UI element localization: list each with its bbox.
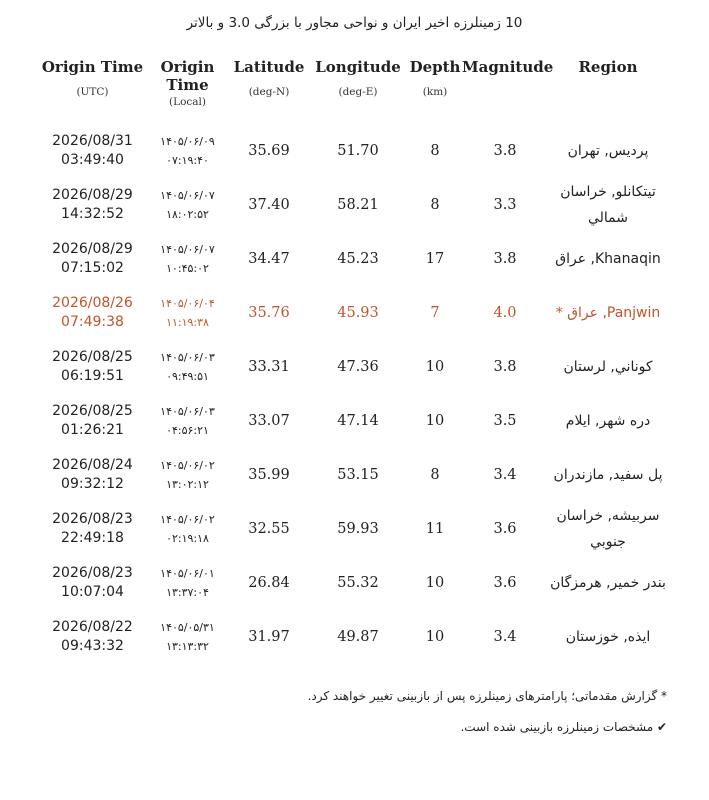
- longitude-cell: 45.93: [337, 305, 379, 321]
- longitude-cell: 51.70: [337, 143, 379, 159]
- utc-time-cell: 2026/08/23 22:49:18: [52, 511, 133, 546]
- magnitude-cell: 3.4: [493, 629, 517, 645]
- table-row: [40, 340, 668, 394]
- depth-cell: 8: [430, 143, 440, 159]
- footnotes: [308, 688, 667, 750]
- magnitude-cell: 3.6: [493, 575, 517, 591]
- depth-cell: 17: [425, 251, 445, 267]
- region-cell: Panjwin, عراق *: [555, 305, 661, 321]
- table-row: [40, 448, 668, 502]
- region-cell: كوناني, لرستان: [563, 359, 653, 375]
- table-row: [40, 502, 668, 556]
- region-cell: پل سفيد, مازندران: [553, 467, 663, 483]
- table-header-row: [40, 58, 668, 124]
- table-row: [40, 178, 668, 232]
- utc-time-cell: 2026/08/24 09:32:12: [52, 457, 133, 492]
- utc-time-cell: 2026/08/23 10:07:04: [52, 565, 133, 600]
- latitude-cell: 35.99: [248, 467, 290, 483]
- col-header-origin-local: Origin Time (Local): [160, 58, 215, 108]
- longitude-cell: 47.14: [337, 413, 379, 429]
- depth-cell: 8: [430, 197, 440, 213]
- depth-cell: 10: [425, 413, 445, 429]
- longitude-cell: 58.21: [337, 197, 379, 213]
- longitude-cell: 47.36: [337, 359, 379, 375]
- col-header-depth: Depth (km): [409, 58, 461, 98]
- longitude-cell: 53.15: [337, 467, 379, 483]
- local-time-cell: ۱۴۰۵/۰۶/۰۲ ۰۲:۱۹:۱۸: [160, 513, 215, 545]
- latitude-cell: 26.84: [248, 575, 290, 591]
- utc-time-cell: 2026/08/22 09:43:32: [52, 619, 133, 654]
- table-row: [40, 556, 668, 610]
- region-cell: پردیس, تهران: [567, 143, 649, 159]
- longitude-cell: 45.23: [337, 251, 379, 267]
- magnitude-cell: 3.8: [493, 143, 517, 159]
- local-time-cell: ۱۴۰۵/۰۶/۰۳ ۰۹:۴۹:۵۱: [160, 351, 215, 383]
- local-time-cell: ۱۴۰۵/۰۶/۰۲ ۱۳:۰۲:۱۲: [160, 459, 215, 491]
- latitude-cell: 35.69: [248, 143, 290, 159]
- table-row: [40, 232, 668, 286]
- utc-time-cell: 2026/08/26 07:49:38: [52, 295, 133, 330]
- region-cell: تيتكانلو, خراسان شمالي: [560, 184, 656, 226]
- col-header-magnitude: Magnitude: [462, 58, 554, 76]
- magnitude-cell: 3.8: [493, 251, 517, 267]
- local-time-cell: ۱۴۰۵/۰۶/۰۹ ۰۷:۱۹:۴۰: [160, 135, 215, 167]
- utc-time-cell: 2026/08/25 01:26:21: [52, 403, 133, 438]
- region-cell: سربيشه, خراسان جنوبي: [556, 508, 660, 550]
- magnitude-cell: 3.8: [493, 359, 517, 375]
- latitude-cell: 37.40: [248, 197, 290, 213]
- region-cell: ایذه, خوزستان: [565, 629, 651, 645]
- earthquake-table: [40, 58, 668, 664]
- magnitude-cell: 3.6: [493, 521, 517, 537]
- table-row: [40, 286, 668, 340]
- latitude-cell: 33.31: [248, 359, 290, 375]
- local-time-cell: ۱۴۰۵/۰۶/۰۱ ۱۳:۳۷:۰۴: [160, 567, 215, 599]
- table-row: [40, 394, 668, 448]
- page-title: 10 زمینلرزه اخیر ایران و نواحی مجاور با بزرگی 3.0 و بالاتر: [186, 15, 523, 31]
- magnitude-cell: 3.5: [493, 413, 517, 429]
- latitude-cell: 32.55: [248, 521, 290, 537]
- utc-time-cell: 2026/08/25 06:19:51: [52, 349, 133, 384]
- depth-cell: 8: [430, 467, 440, 483]
- latitude-cell: 31.97: [248, 629, 290, 645]
- local-time-cell: ۱۴۰۵/۰۶/۰۷ ۱۸:۰۲:۵۲: [160, 189, 215, 221]
- depth-cell: 10: [425, 575, 445, 591]
- col-header-longitude: Longitude (deg-E): [315, 58, 401, 98]
- depth-cell: 7: [430, 305, 440, 321]
- col-header-region: Region: [578, 58, 638, 76]
- preliminary-note: * گزارش مقدماتی؛ پارامترهای زمینلرزه پس از بازبینی تغییر خواهند کرد.: [307, 689, 667, 703]
- table-row: [40, 610, 668, 664]
- local-time-cell: ۱۴۰۵/۰۶/۰۷ ۱۰:۴۵:۰۲: [160, 243, 215, 275]
- region-cell: دره شهر, ایلام: [565, 413, 651, 429]
- local-time-cell: ۱۴۰۵/۰۵/۳۱ ۱۳:۱۳:۳۲: [160, 621, 215, 653]
- magnitude-cell: 3.4: [493, 467, 517, 483]
- utc-time-cell: 2026/08/29 14:32:52: [52, 187, 133, 222]
- magnitude-cell: 4.0: [493, 305, 517, 321]
- local-time-cell: ۱۴۰۵/۰۶/۰۴ ۱۱:۱۹:۳۸: [160, 297, 215, 329]
- depth-cell: 10: [425, 359, 445, 375]
- utc-time-cell: 2026/08/29 07:15:02: [52, 241, 133, 276]
- latitude-cell: 35.76: [248, 305, 290, 321]
- depth-cell: 11: [425, 521, 445, 537]
- region-cell: بندر خمير, هرمزگان: [550, 575, 666, 591]
- col-header-latitude: Latitude (deg-N): [233, 58, 305, 98]
- reviewed-note: ✔ مشخصات زمینلرزه بازبینی شده است.: [460, 720, 667, 734]
- longitude-cell: 49.87: [337, 629, 379, 645]
- magnitude-cell: 3.3: [493, 197, 517, 213]
- col-header-origin-utc: Origin Time (UTC): [41, 58, 144, 98]
- longitude-cell: 59.93: [337, 521, 379, 537]
- depth-cell: 10: [425, 629, 445, 645]
- latitude-cell: 33.07: [248, 413, 290, 429]
- table-row: [40, 124, 668, 178]
- longitude-cell: 55.32: [337, 575, 379, 591]
- latitude-cell: 34.47: [248, 251, 290, 267]
- utc-time-cell: 2026/08/31 03:49:40: [52, 133, 133, 168]
- local-time-cell: ۱۴۰۵/۰۶/۰۳ ۰۴:۵۶:۲۱: [160, 405, 215, 437]
- region-cell: Khanaqin, عراق: [555, 251, 661, 267]
